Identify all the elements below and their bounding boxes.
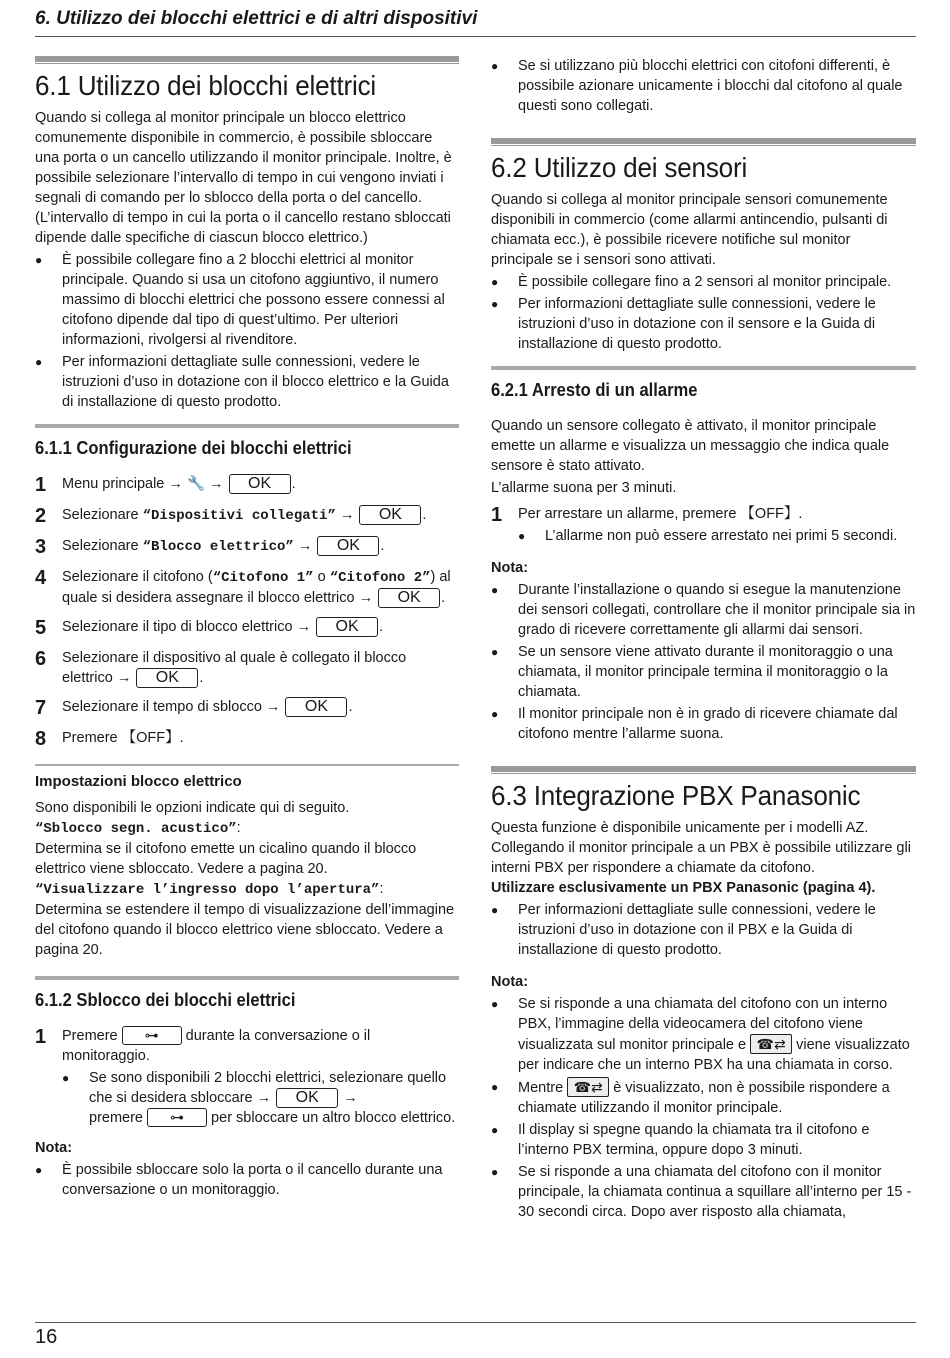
pbx-call-icon: ☎⇄ [750, 1034, 792, 1054]
settings-intro: Sono disponibili le opzioni indicate qui di seguito. [35, 800, 350, 816]
off-key: 【OFF】 [740, 506, 799, 522]
off-key: 【OFF】 [121, 730, 180, 746]
ok-button: OK [229, 474, 291, 494]
section-rule [35, 56, 459, 64]
section-title-6-3: 6.3 Integrazione PBX Panasonic [491, 780, 861, 811]
note-label: Nota: [491, 974, 529, 990]
chapter-title: 6. Utilizzo dei blocchi elettrici e di altri dispositivi [35, 8, 478, 29]
left-column: 6.1 Utilizzo dei blocchi elettrici Quando si collega al monitor principale un blocco elettrico comunemente disponibile in commercio, è possibile sbloccare una porta o un cancello utilizzando il monitor principale. Inoltre, è possibile selezionare l’intervallo di tempo in cui vengono inviati i segnali di comando per lo sblocco della porta o del cancello. (L’intervallo di tempo in cui la porta o il cancello restano sbloccati dipende dalle specifiche di ciascun blocco elettrico.) ● È possibile collegare fino a 2 blocchi elettrici al monitor principale. Quando si usa un citofono aggiuntivo, il numero massimo di blocchi elettrici che possono essere connessi al citofono dipende dal tipo di quest’ultimo. Per ulteriori informazioni, rivolgersi al rivenditore. ● Per informazioni dettagliate sulle connessioni, vedere le istruzioni d’uso in dotazione con il blocco elettrico e la Guida di installazione di questo prodotto. 6.1.1 Configurazione dei blocchi elettrici 1 Menu principale → 🔧 → OK . 2 Selezionare “Dispositivi collegati” → OK . 3 Selezionare “Blocco elettrico” → OK . 4 Selezionare il citofono (“Citofono 1” o “Citofono 2”) al quale si desidera assegnare il blocco elettrico → OK . 5 Selezionare il tipo di blocco elettrico → OK . 6 Selezionare il dispositivo al quale è collegato il blocco elettrico → OK . 7 Selezionare il tempo di sblocco → OK . 8 Premere 【OFF】. Impostazioni blocco elettrico Sono disponibili le opzioni indicate qui di seguito. “Sblocco segn. acustico”: Determina se il citofono emette un cicalino quando il blocco elettrico viene sbloccato. Vedere a pagina 20. “Visualizzare l’ingresso dopo l’apertura”: Determina se estendere il tempo di visualizzazione dell’immagine del citofono quando il blocco elettrico viene sbloccato. Vedere a pagina 20. 6.1.2 Sblocco dei blocchi elettrici 1 Premere ⊶ durante la conversazione o il monitoraggio. ● Se sono disponibili 2 blocchi elettrici, selezionare quello che si desidera sbloccare → OK → premere ⊶ per sbloccare un altro blocco elettrico. Nota: ● È possibile sbloccare solo la porta o il cancello durante una conversazione o un monitoraggio. [35, 56, 459, 1200]
list-item: ● Per informazioni dettagliate sulle connessioni, vedere le istruzioni d’uso in dotazione con il PBX e la Guida di installazione di questo prodotto. [491, 902, 876, 958]
section-intro: Questa funzione è disponibile unicamente per i modelli AZ. Collegando il monitor principale a un PBX è possibile utilizzare gli interni PBX per rispondere a chiamate da citofono. [491, 820, 911, 876]
right-column: ● Se si utilizzano più blocchi elettrici con citofoni differenti, è possibile azionare unicamente i blocchi dal citofono al quale questi sono collegati. 6.2 Utilizzo dei sensori Quando si collega al monitor principale sensori comunemente disponibili in commercio (come allarmi antincendio, pulsanti di chiamata ecc.), è possibile ricevere notifiche sul monitor principale se i sensori sono attivati. ● È possibile collegare fino a 2 sensori al monitor principale. ● Per informazioni dettagliate sulle connessioni, vedere le istruzioni d’uso in dotazione con il sensore e la Guida di installazione di questo prodotto. 6.2.1 Arresto di un allarme Quando un sensore collegato è attivato, il monitor principale emette un allarme e visualizza un messaggio che indica quale sensore è stato attivato. L’allarme suona per 3 minuti. 1 Per arrestare un allarme, premere 【OFF】. ● L’allarme non può essere arrestato nei primi 5 secondi. Nota: ● Durante l’installazione o quando si esegue la manutenzione dei sensori collegati, controllare che il monitor principale sia in grado di ricevere correttamente gli allarmi dai sensori. ● Se un sensore viene attivato durante il monitoraggio o una chiamata, il monitor principale termina il monitoraggio o la chiamata. ● Il monitor principale non è in grado di ricevere chiamate dal citofono mentre l’allarme suona. 6.3 Integrazione PBX Panasonic Questa funzione è disponibile unicamente per i modelli AZ. Collegando il monitor principale a un PBX è possibile utilizzare gli interni PBX per rispondere a chiamate da citofono. Utilizzare esclusivamente un PBX Panasonic (pagina 4). ● Per informazioni dettagliate sulle connessioni, vedere le istruzioni d’uso in dotazione con il PBX e la Guida di installazione di questo prodotto. Nota: ● Se si risponde a una chiamata del citofono con un interno PBX, l’immagine della videocamera del citofono viene visualizzata sul monitor principale e ☎⇄ viene visualizzato per indicare che un interno PBX ha una chiamata in corso. ● Mentre ☎⇄ è visualizzato, non è possibile rispondere a chiamate utilizzando il monitor principale. ● Il display si spegne quando la chiamata tra il citofono e l’interno PBX termina, oppure dopo 3 minuti. ● Se si risponde a una chiamata del citofono con il monitor principale, la chiamata continua a squillare all’interno per 15 - 30 secondi circa. Dopo aver risposto alla chiamata, [491, 58, 916, 1220]
step-1: 1 Per arrestare un allarme, premere 【OFF】. ● L’allarme non può essere arrestato nei primi 5 secondi. [491, 504, 916, 546]
step-2: 2 Selezionare “Dispositivi collegati” → OK . [35, 505, 427, 527]
list-item: ● Se si risponde a una chiamata del citofono con il monitor principale, la chiamata continua a squillare all’interno per 15 - 30 secondi circa. Dopo aver risposto alla chiamata, [491, 1164, 912, 1220]
list-item: ● Se sono disponibili 2 blocchi elettrici, selezionare quello che si desidera sbloccare → OK → premere ⊶ per sbloccare un altro blocco elettrico. [62, 1070, 456, 1126]
settings-title: Impostazioni blocco elettrico [35, 773, 242, 790]
section-intro: Quando un sensore collegato è attivato, il monitor principale emette un allarme e visualizza un messaggio che indica quale sensore è stato attivato. [491, 418, 890, 474]
key-icon: ⊶ [122, 1026, 182, 1045]
page-footer [35, 1322, 916, 1351]
ok-button: OK [316, 617, 378, 637]
subsection-rule [35, 764, 459, 766]
list-item: ● È possibile collegare fino a 2 sensori al monitor principale. [491, 274, 892, 290]
list-item: ● Se si utilizzano più blocchi elettrici con citofoni differenti, è possibile azionare unicamente i blocchi dal citofono al quale questi sono collegati. [491, 58, 903, 114]
list-item: ● Mentre ☎⇄ è visualizzato, non è possibile rispondere a chiamate utilizzando il monitor principale. [491, 1079, 890, 1116]
step-5: 5 Selezionare il tipo di blocco elettrico → OK . [35, 617, 384, 639]
option-description: Determina se il citofono emette un cicalino quando il blocco elettrico viene sbloccato. Vedere a pagina 20. [35, 841, 417, 877]
subsection-rule [491, 366, 916, 370]
option-description: Determina se estendere il tempo di visualizzazione dell’immagine del citofono quando il blocco elettrico viene sbloccato. Vedere a pagina 20. [35, 902, 455, 958]
note-label: Nota: [35, 1140, 73, 1156]
step-1: 1 Premere ⊶ durante la conversazione o il monitoraggio. ● Se sono disponibili 2 blocchi elettrici, selezionare quello che si desidera sbloccare → OK → premere ⊶ per sbloccare un altro blocco elettrico. [35, 1026, 459, 1128]
option-name: “Sblocco segn. acustico” [35, 821, 237, 837]
pbx-call-icon: ☎⇄ [567, 1077, 609, 1097]
step-4: 4 Selezionare il citofono (“Citofono 1” o “Citofono 2”) al quale si desidera assegnare il blocco elettrico → OK . [35, 567, 451, 606]
section-rule [491, 138, 916, 146]
subsection-title-6-1-1: 6.1.1 Configurazione dei blocchi elettrici [35, 438, 352, 458]
section-title-6-1: 6.1 Utilizzo dei blocchi elettrici [35, 70, 377, 101]
list-item: ● Il display si spegne quando la chiamata tra il citofono e l’interno PBX termina, oppure dopo 3 minuti. [491, 1122, 870, 1158]
ok-button: OK [136, 668, 198, 688]
step-3: 3 Selezionare “Blocco elettrico” → OK . [35, 536, 385, 558]
section-rule [491, 766, 916, 774]
list-item: ● L’allarme non può essere arrestato nei primi 5 secondi. [518, 528, 898, 544]
ok-button: OK [359, 505, 421, 525]
section-intro: Quando si collega al monitor principale sensori comunemente disponibili in commercio (come allarmi antincendio, pulsanti di chiamata ecc.), è possibile ricevere notifiche sul monitor principale se i sensori sono attivati. [491, 192, 888, 268]
subsection-title-6-2-1: 6.2.1 Arresto di un allarme [491, 380, 698, 400]
step-6: 6 Selezionare il dispositivo al quale è collegato il blocco elettrico → OK . [35, 648, 407, 686]
step-1: 1 Menu principale → 🔧 → OK . [35, 474, 296, 496]
ok-button: OK [285, 697, 347, 717]
list-item: ● È possibile collegare fino a 2 blocchi elettrici al monitor principale. Quando si usa un citofono aggiuntivo, il numero massimo di blocchi elettrici che possono essere connessi al citofono dipende dal tipo di quest’ultimo. Per ulteriori informazioni, rivolgersi al rivenditore. [35, 252, 445, 348]
subsection-rule [35, 976, 459, 980]
page-header [35, 6, 916, 37]
option-name: “Visualizzare l’ingresso dopo l’apertura” [35, 882, 380, 898]
section-intro: Quando si collega al monitor principale un blocco elettrico comunemente disponibile in commercio, è possibile sbloccare una porta o un cancello utilizzando il monitor principale. Inoltre, è possibile selezionare l’intervallo di tempo in cui vengono inviati i segnali di comando per lo sblocco della porta o del cancello. (L’intervallo di tempo in cui la porta o il cancello restano sbloccati dipende dalle specifiche di ciascun blocco elettrico.) [35, 110, 452, 246]
note-label: Nota: [491, 560, 529, 576]
ok-button: OK [276, 1088, 338, 1108]
list-item: ● Per informazioni dettagliate sulle connessioni, vedere le istruzioni d’uso in dotazione con il sensore e la Guida di installazione di questo prodotto. [491, 296, 876, 352]
step-8: 8 Premere 【OFF】. [35, 728, 184, 750]
list-item: ● Durante l’installazione o quando si esegue la manutenzione dei sensori collegati, controllare che il monitor principale sia in grado di ricevere correttamente gli allarmi dai sensori. [491, 582, 916, 638]
subsection-rule [35, 424, 459, 428]
key-icon: ⊶ [147, 1108, 207, 1127]
wrench-icon: 🔧 [186, 476, 205, 492]
pbx-warning: Utilizzare esclusivamente un PBX Panasonic (pagina 4). [491, 880, 876, 896]
page-number: 16 [35, 1326, 58, 1348]
subsection-title-6-1-2: 6.1.2 Sblocco dei blocchi elettrici [35, 990, 296, 1010]
ok-button: OK [378, 588, 440, 608]
list-item: ● Se si risponde a una chiamata del citofono con un interno PBX, l’immagine della videocamera del citofono viene visualizzata sul monitor principale e ☎⇄ viene visualizzato per indicare che un interno PBX ha una chiamata in corso. [491, 996, 910, 1073]
list-item: ● Se un sensore viene attivato durante il monitoraggio o una chiamata, il monitor principale termina il monitoraggio o la chiamata. [491, 644, 893, 700]
list-item: ● Il monitor principale non è in grado di ricevere chiamate dal citofono mentre l’allarme suona. [491, 706, 898, 742]
section-title-6-2: 6.2 Utilizzo dei sensori [491, 152, 748, 183]
step-7: 7 Selezionare il tempo di sblocco → OK . [35, 697, 353, 719]
list-item: ● È possibile sbloccare solo la porta o il cancello durante una conversazione o un monitoraggio. [35, 1162, 443, 1198]
ok-button: OK [317, 536, 379, 556]
list-item: ● Per informazioni dettagliate sulle connessioni, vedere le istruzioni d’uso in dotazione con il blocco elettrico e la Guida di installazione di questo prodotto. [35, 354, 449, 410]
